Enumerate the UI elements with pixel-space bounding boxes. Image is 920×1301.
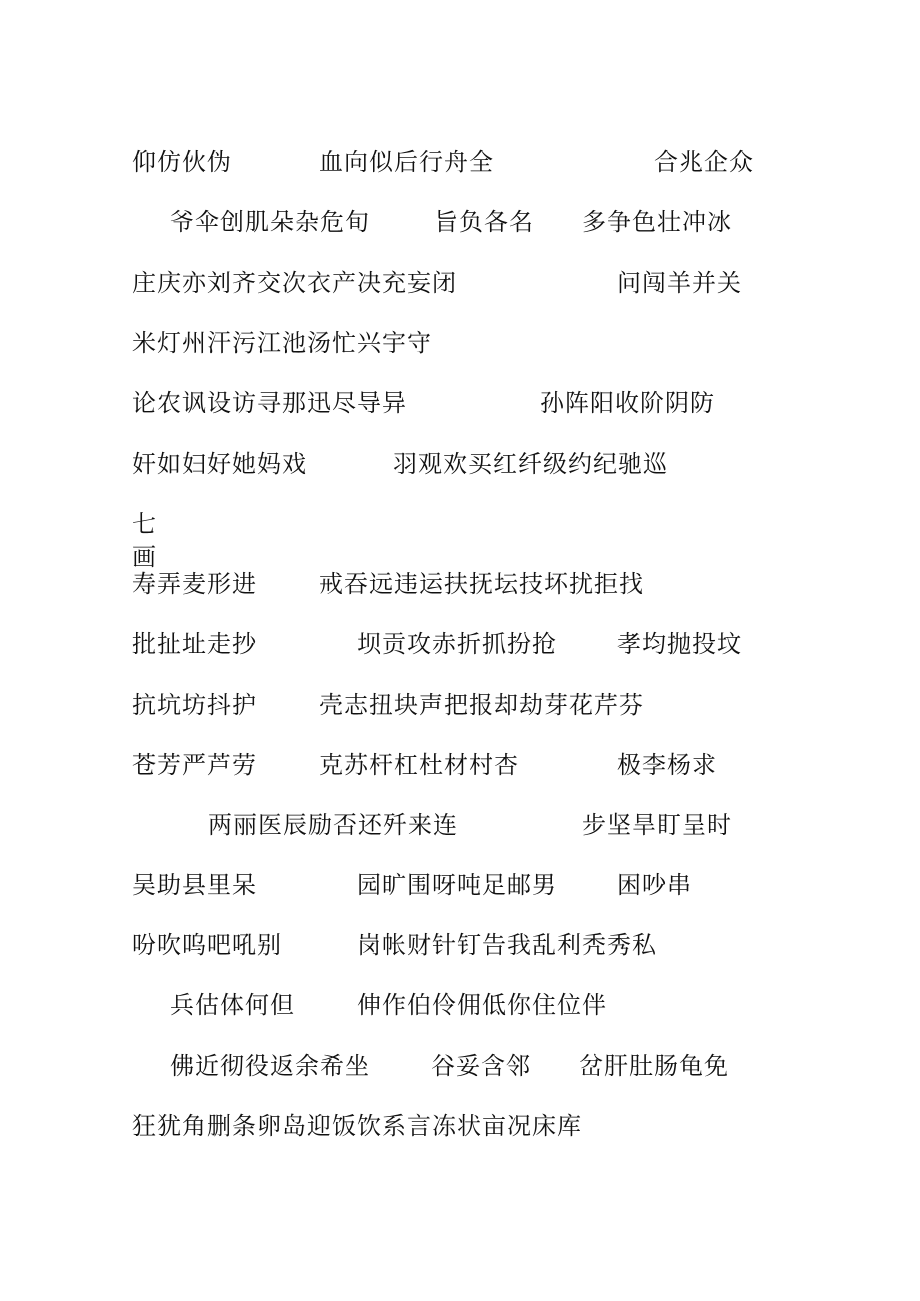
- text-segment: 多争色壮冲冰: [582, 208, 732, 236]
- text-segment: 狂犹角删条卵岛迎饭饮系言冻状亩况床库: [132, 1112, 582, 1140]
- text-segment: 抗坑坊抖护: [132, 691, 257, 719]
- text-segment: 兵估体何但: [170, 991, 295, 1019]
- text-segment: 苍芳严芦劳: [132, 751, 257, 779]
- text-segment: 寿弄麦形进: [132, 570, 257, 598]
- text-segment: 极李杨求: [617, 751, 717, 779]
- text-segment: 合兆企众: [654, 148, 754, 176]
- text-segment: 岗帐财针钉告我乱利秃秀私: [357, 931, 657, 959]
- text-segment: 伸作伯伶佣低你住位伴: [357, 991, 607, 1019]
- text-segment: 旨负各名: [434, 208, 534, 236]
- text-segment: 仰仿伙伪: [132, 148, 232, 176]
- text-segment: 壳志扭块声把报却劫芽花芹芬: [319, 691, 644, 719]
- text-segment: 佛近彻役返余希坐: [170, 1052, 370, 1080]
- section-heading-seven: 七: [132, 510, 156, 538]
- text-segment: 爷伞创肌朵杂危旬: [170, 208, 370, 236]
- text-segment: 克苏杆杠杜材村杏: [319, 751, 519, 779]
- text-segment: 批扯址走抄: [132, 630, 257, 658]
- text-segment: 米灯州汗污江池汤忙兴宇守: [132, 329, 432, 357]
- text-segment: 奸如妇好她妈戏: [132, 450, 307, 478]
- text-segment: 谷妥含邻: [431, 1052, 531, 1080]
- text-segment: 困吵串: [617, 871, 692, 899]
- text-segment: 庄庆亦刘齐交次衣产决充妄闭: [132, 269, 457, 297]
- text-segment: 孙阵阳收阶阴防: [540, 389, 715, 417]
- text-segment: 两丽医辰励否还歼来连: [208, 811, 458, 839]
- section-heading-strokes: 画: [132, 543, 156, 571]
- text-segment: 吩吹呜吧吼别: [132, 931, 282, 959]
- text-segment: 吴助县里呆: [132, 871, 257, 899]
- text-segment: 论农讽设访寻那迅尽导异: [132, 389, 407, 417]
- text-segment: 步坚旱盯呈时: [582, 811, 732, 839]
- text-segment: 园旷围呀吨足邮男: [357, 871, 557, 899]
- text-segment: 血向似后行舟全: [319, 148, 494, 176]
- text-segment: 戒吞远违运扶抚坛技坏扰拒找: [319, 570, 644, 598]
- text-segment: 问闯羊并关: [617, 269, 742, 297]
- text-segment: 羽观欢买红纤级约纪驰巡: [393, 450, 668, 478]
- text-segment: 坝贡攻赤折抓扮抢: [357, 630, 557, 658]
- text-segment: 孝均抛投坟: [617, 630, 742, 658]
- text-segment: 岔肝肚肠龟免: [579, 1052, 729, 1080]
